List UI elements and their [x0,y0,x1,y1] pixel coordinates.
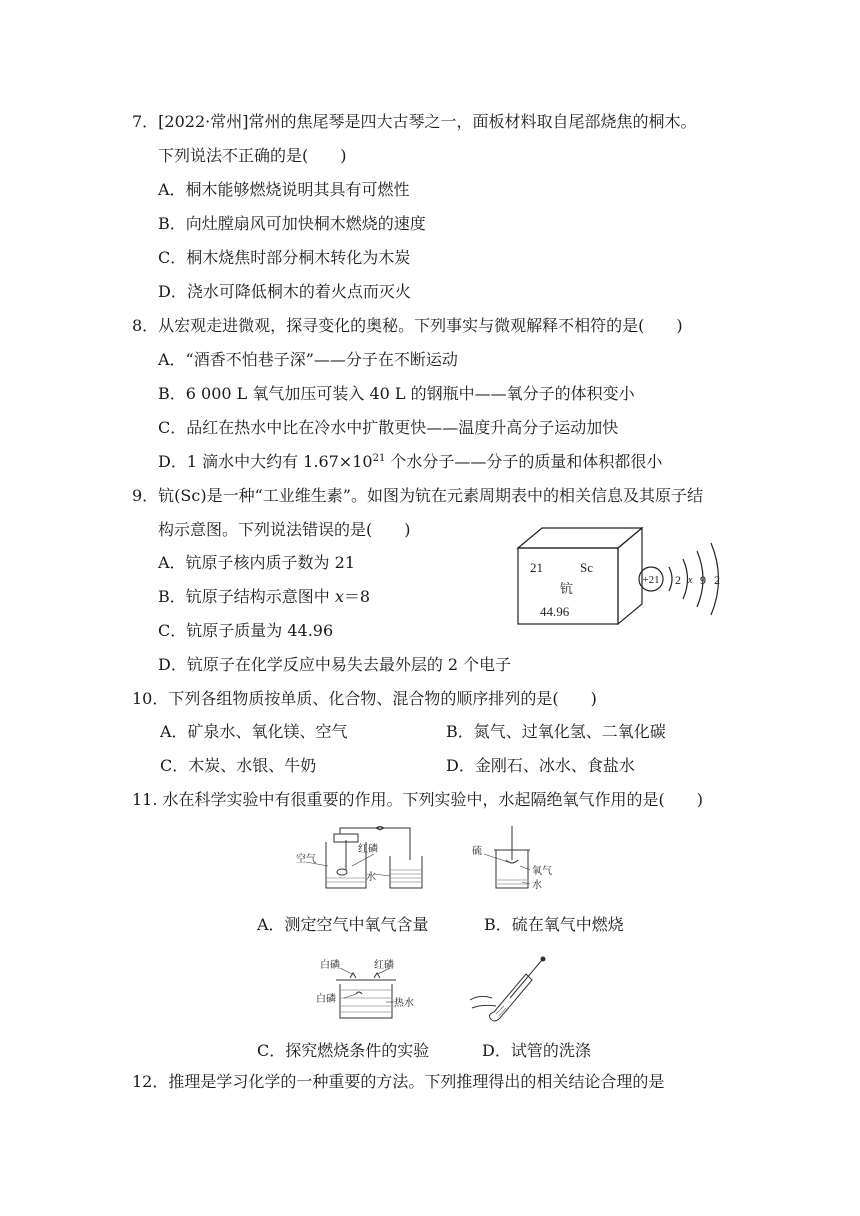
atom-shell-1: 2 [675,573,681,587]
q8-option-d-exponent: 21 [372,453,386,464]
element-mass: 44.96 [540,604,570,619]
element-number: 21 [530,560,543,575]
q10-stem: 10．下列各组物质按单质、化合物、混合物的顺序排列的是( ) [132,689,597,708]
q8-stem: 8．从宏观走进微观，探寻变化的奥秘。下列事实与微观解释不相符的是( ) [132,316,683,335]
q8-option-a: A．“酒香不怕巷子深”——分子在不断运动 [158,350,458,369]
atom-shell-3: 9 [700,573,706,587]
q12-stem: 12．推理是学习化学的一种重要的方法。下列推理得出的相关结论合理的是 [132,1072,665,1091]
atom-shell-2: x [688,575,693,586]
figure-d-test-tube-washing [466,954,556,1024]
q9-stem-line1: 9．钪(Sc)是一种“工业维生素”。如图为钪在元素周期表中的相关信息及其原子结 [132,486,703,505]
figure-a-caption: A．测定空气中氧气含量 [257,915,429,934]
q10-option-c: C．木炭、水银、牛奶 [160,756,317,775]
figure-a-label-water: 水 [366,872,376,883]
q7-option-c: C．桐木烧焦时部分桐木转化为木炭 [158,248,411,267]
q7-option-a: A．桐木能够燃烧说明其具有可燃性 [158,180,410,199]
q7-stem-line1: 7．[2022·常州]常州的焦尾琴是四大古琴之一，面板材料取自尾部烧焦的桐木。 [132,112,697,131]
figure-a-label-air: 空气 [296,854,316,865]
q7-option-b: B．向灶膛扇风可加快桐木燃烧的速度 [158,214,426,233]
scandium-element-figure [512,522,732,630]
figure-a-oxygen-content [296,826,446,894]
figure-a-label-red-phosphorus: 红磷 [358,844,378,855]
q9-option-a: A．钪原子核内质子数为 21 [158,553,356,572]
figure-c-combustion-conditions [310,954,420,1024]
q8-option-d-post: 个水分子——分子的质量和体积都很小 [385,452,663,471]
atom-nucleus-charge: +21 [642,574,660,586]
figure-b-label-water: 水 [532,880,542,891]
q10-option-d: D．金刚石、冰水、食盐水 [446,756,635,775]
figure-b-caption: B．硫在氧气中燃烧 [484,915,624,934]
q9-stem-line2: 构示意图。下列说法错误的是( ) [158,520,411,539]
q11-stem: 11. 水在科学实验中有很重要的作用。下列实验中，水起隔绝氧气作用的是( ) [132,790,704,809]
element-symbol: Sc [580,560,593,575]
q9-option-c: C．钪原子质量为 44.96 [158,621,334,640]
q8-option-c: C．品红在热水中比在冷水中扩散更快——温度升高分子运动加快 [158,418,619,437]
q10-option-a: A．矿泉水、氧化镁、空气 [160,722,348,741]
figure-b-label-oxygen: 氧气 [532,866,552,877]
figure-c-caption: C．探究燃烧条件的实验 [257,1041,430,1060]
figure-b-label-sulfur: 硫 [472,846,482,857]
atom-structure-diagram [639,543,720,615]
figure-c-label-hot-water: 热水 [394,998,414,1009]
q9-option-b-var: x [334,587,344,606]
q8-option-b: B．6 000 L 氧气加压可装入 40 L 的钢瓶中——氧分子的体积变小 [158,384,635,403]
figure-c-label-red-phosphorus: 红磷 [374,960,394,971]
figure-b-sulfur-combustion [472,826,562,894]
q9-option-d: D．钪原子在化学反应中易失去最外层的 2 个电子 [158,655,512,674]
q8-option-d-pre: D．1 滴水中大约有 1.67×10 [158,452,373,471]
q7-stem-line2: 下列说法不正确的是( ) [158,146,347,165]
atom-shell-4: 2 [714,573,720,587]
figure-d-caption: D．试管的洗涤 [482,1041,591,1060]
q9-option-b-pre: B．钪原子结构示意图中 [158,587,335,606]
figure-c-label-white-phosphorus-top: 白磷 [320,960,340,971]
q9-option-b-post: ＝8 [343,587,371,606]
figure-c-label-white-phosphorus-water: 白磷 [316,994,336,1005]
q8-option-d [158,451,662,473]
q7-option-d: D．浇水可降低桐木的着火点而灭火 [158,282,411,301]
q10-option-b: B．氮气、过氧化氢、二氧化碳 [446,722,666,741]
element-name: 钪 [560,582,574,597]
element-cube [518,528,642,624]
q9-option-b [158,586,370,608]
